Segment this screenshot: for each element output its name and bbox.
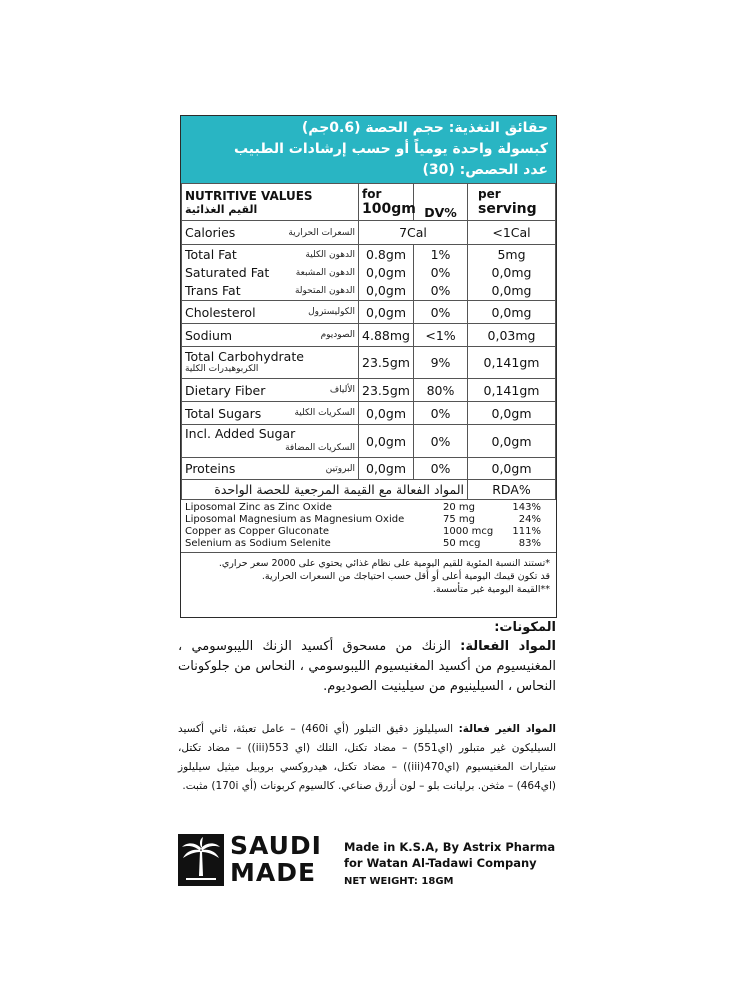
table-row: [182, 221, 556, 245]
table-row: Incl. Added Sugar السكريات المضافة 0,0gm 0% 0,0gm: [182, 425, 556, 458]
inactive-ingredients: [178, 720, 556, 796]
header-serving-size: حقائق التغذية: حجم الحصة (0.6جم): [301, 120, 548, 136]
header-label-cell: [182, 184, 359, 221]
saudi-made-logo: [178, 832, 326, 888]
nutritive-values-heading: NUTRITIVE VALUES: [185, 188, 313, 203]
net-weight: NET WEIGHT: 18GM: [344, 876, 454, 887]
palm-tree-icon: [178, 834, 224, 886]
nutrition-table: [181, 183, 556, 500]
list-item: Copper as Copper Gluconate 1000 mcg 111%: [185, 526, 541, 537]
dv-header: DV%: [414, 184, 468, 221]
table-row: Proteins البروتين 0,0gm 0% 0,0gm: [182, 458, 556, 480]
saudi-made-text: SAUDI MADE: [230, 831, 322, 887]
per100-header: for 100gm: [359, 184, 414, 221]
list-item: Liposomal Zinc as Zinc Oxide 20 mg 143%: [185, 502, 541, 513]
serving-header: per serving: [468, 184, 556, 221]
inactive-ingredients-text: السيليلوز دقيق التبلور (أي 460i) – عامل تعبئة، ثاني أكسيد السيليكون غير متبلور (اي551) – مضاد تكتل، التلك (اي 553(iii)) – مضاد تكتل، ستيارات المغنيسيوم (اي470(iii)) – مضاد تكتل، هيدروكسي بروبيل ميثيل سيليلوز (اي464) – مثخن. برليانت بلو – لون أزرق صناعي. كالسيوم كربونات (أي 170i) مثبت.: [178, 723, 557, 792]
manufacturer-info: Made in K.S.A, By Astrix Pharma for Watan Al-Tadawi Company: [344, 840, 556, 870]
table-row: Total Sugars السكريات الكلية 0,0gm 0% 0,0gm: [182, 402, 556, 425]
inactive-ingredients-label: المواد الغير فعالة:: [458, 723, 556, 735]
rda-header-row: المواد الفعالة مع القيمة المرجعية للحصة الواحدة RDA%: [182, 480, 556, 500]
table-row: Cholesterol الكوليسترول 0,0gm 0% 0,0mg: [182, 301, 556, 324]
calories-serving: <1Cal: [468, 221, 556, 245]
nutrition-header: [181, 116, 556, 183]
active-ingredients: [178, 637, 556, 697]
nutritive-values-heading-ar: القيم الغذائية: [185, 202, 258, 216]
list-item: Liposomal Magnesium as Magnesium Oxide 75 mg 24%: [185, 514, 541, 525]
table-header-row: [182, 184, 556, 221]
daily-value-footnote: *تستند النسبة المئوية للقيم اليومية على نظام غذائي يحتوي على 2000 سعر حراري. قد تكون قيمك اليومية أعلى أو أقل حسب احتياجك من السعرات الحرارية. **القيمة اليومية غير متأسسة.: [218, 558, 550, 595]
minerals-list: [181, 500, 556, 553]
table-row: Sodium الصوديوم 4.88mg <1% 0,03mg: [182, 324, 556, 347]
nutrition-facts-panel: [180, 115, 557, 618]
row-label-ar: السعرات الحرارية: [288, 227, 355, 238]
ingredients-title: المكونات:: [494, 620, 556, 635]
table-row: Total Carbohydrate الكربوهيدرات الكلية 23.5gm 9% 0,141gm: [182, 347, 556, 379]
table-row: Total Fat الدهون الكلية Saturated Fat الدهون المشبعة Trans Fat الدهون المتحولة 0.8gm 0,0gm 0,0gm 1% 0% 0% 5mg 0,0mg 0,0mg: [182, 245, 556, 301]
active-ingredients-text: الزنك من مسحوق أكسيد الزنك الليبوسومي ، المغنيسيوم من أكسيد المغنيسيوم الليبوسومي ، النحاس من جلوكونات النحاس ، السيلينيوم من سيلينيت الصوديوم.: [178, 639, 556, 694]
row-label: Calories: [185, 225, 236, 240]
header-servings-count: عدد الحصص: (30): [422, 162, 548, 178]
calories-per100: 7Cal: [359, 221, 468, 245]
list-item: Selenium as Sodium Selenite 50 mcg 83%: [185, 538, 541, 549]
header-dosage: كبسولة واحدة يومياً أو حسب إرشادات الطبيب: [233, 141, 548, 157]
active-ingredients-label: المواد الفعالة:: [460, 639, 557, 654]
table-row: Dietary Fiber الألياف 23.5gm 80% 0,141gm: [182, 379, 556, 402]
